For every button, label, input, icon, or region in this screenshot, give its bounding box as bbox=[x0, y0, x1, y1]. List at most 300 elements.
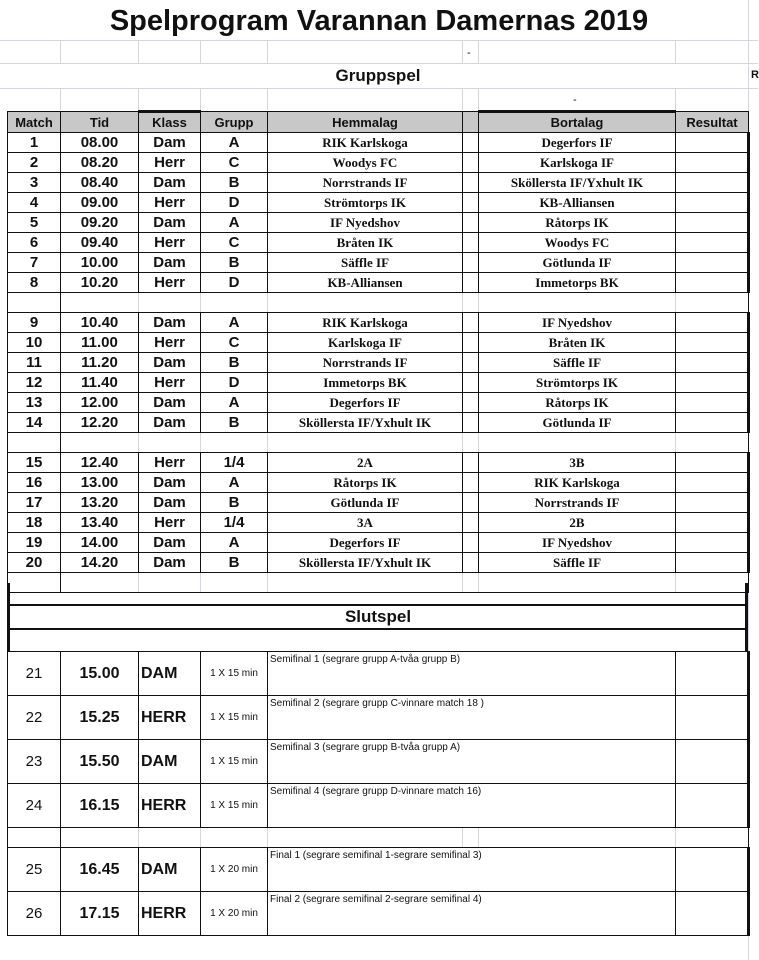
result-cell[interactable] bbox=[676, 353, 749, 373]
grid-line bbox=[478, 40, 479, 63]
empty-cell bbox=[61, 293, 139, 313]
match-number: 12 bbox=[8, 373, 61, 393]
home-team: Bråten IK bbox=[268, 233, 463, 253]
match-class: Dam bbox=[139, 353, 201, 373]
match-time: 15.25 bbox=[61, 696, 139, 740]
away-team: Götlunda IF bbox=[479, 253, 676, 273]
grid-line bbox=[60, 88, 61, 110]
spacer-row bbox=[8, 293, 749, 313]
empty-cell bbox=[676, 293, 749, 313]
match-class: Dam bbox=[139, 493, 201, 513]
match-row bbox=[8, 273, 749, 293]
match-row bbox=[8, 233, 749, 253]
home-team: Karlskoga IF bbox=[268, 333, 463, 353]
match-time: 11.40 bbox=[61, 373, 139, 393]
match-row bbox=[8, 513, 749, 533]
match-time: 10.00 bbox=[61, 253, 139, 273]
empty-cell bbox=[201, 573, 268, 593]
spacer-row bbox=[8, 573, 749, 593]
match-row bbox=[8, 413, 749, 433]
away-team: Råtorps IK bbox=[479, 213, 676, 233]
result-cell[interactable] bbox=[676, 784, 749, 828]
match-class: Dam bbox=[139, 413, 201, 433]
match-duration: 1 X 20 min bbox=[201, 892, 268, 936]
match-number: 17 bbox=[8, 493, 61, 513]
empty-cell bbox=[479, 293, 676, 313]
stray-dash: - bbox=[573, 94, 577, 106]
match-number: 7 bbox=[8, 253, 61, 273]
column-header-match: Match bbox=[8, 112, 61, 133]
empty-cell bbox=[463, 828, 479, 848]
result-cell[interactable] bbox=[676, 213, 749, 233]
match-description-text: Semifinal 1 (segrare grupp A-tvåa grupp B) bbox=[270, 654, 461, 665]
match-group: A bbox=[201, 473, 268, 493]
grid-line bbox=[0, 88, 758, 89]
away-team: Woodys FC bbox=[479, 233, 676, 253]
away-team: Immetorps BK bbox=[479, 273, 676, 293]
clipped-cell-text: R bbox=[751, 69, 759, 81]
result-cell[interactable] bbox=[676, 233, 749, 253]
empty-cell bbox=[8, 573, 61, 593]
match-time: 17.15 bbox=[61, 892, 139, 936]
match-number: 16 bbox=[8, 473, 61, 493]
match-duration: 1 X 15 min bbox=[201, 696, 268, 740]
spacer-cell bbox=[463, 533, 479, 553]
match-description-text: Final 1 (segrare semifinal 1-segrare semifinal 3) bbox=[270, 850, 482, 861]
column-header-bortalag: Bortalag bbox=[479, 112, 676, 133]
match-class: Dam bbox=[139, 473, 201, 493]
header-row bbox=[8, 112, 749, 133]
match-number: 6 bbox=[8, 233, 61, 253]
match-class: HERR bbox=[139, 696, 201, 740]
match-number: 10 bbox=[8, 333, 61, 353]
empty-cell bbox=[8, 293, 61, 313]
empty-cell bbox=[479, 573, 676, 593]
match-row bbox=[8, 393, 749, 413]
match-row bbox=[8, 533, 749, 553]
match-time: 13.20 bbox=[61, 493, 139, 513]
result-cell[interactable] bbox=[676, 696, 749, 740]
empty-cell bbox=[463, 293, 479, 313]
column-header-klass: Klass bbox=[139, 112, 201, 133]
away-team: KB-Alliansen bbox=[479, 193, 676, 213]
spacer-row bbox=[8, 828, 749, 848]
empty-cell bbox=[479, 828, 676, 848]
match-time: 10.40 bbox=[61, 313, 139, 333]
match-class: DAM bbox=[139, 848, 201, 892]
match-class: Herr bbox=[139, 233, 201, 253]
grid-line bbox=[675, 40, 676, 63]
match-group: D bbox=[201, 193, 268, 213]
match-class: Herr bbox=[139, 193, 201, 213]
match-number: 13 bbox=[8, 393, 61, 413]
match-group: B bbox=[201, 253, 268, 273]
home-team: Degerfors IF bbox=[268, 393, 463, 413]
match-group: B bbox=[201, 493, 268, 513]
match-number: 23 bbox=[8, 740, 61, 784]
section-title-slutspel: Slutspel bbox=[344, 607, 412, 626]
empty-cell bbox=[139, 573, 201, 593]
spacer-cell bbox=[463, 213, 479, 233]
match-time: 12.40 bbox=[61, 453, 139, 473]
grid-line bbox=[462, 88, 463, 110]
match-number: 26 bbox=[8, 892, 61, 936]
empty-cell bbox=[201, 293, 268, 313]
match-description bbox=[268, 784, 676, 828]
empty-cell bbox=[201, 433, 268, 453]
column-header-gap bbox=[463, 112, 479, 133]
result-cell[interactable] bbox=[676, 740, 749, 784]
away-team: 3B bbox=[479, 453, 676, 473]
match-class: Herr bbox=[139, 373, 201, 393]
match-class: HERR bbox=[139, 892, 201, 936]
empty-cell bbox=[268, 828, 463, 848]
empty-cell bbox=[463, 573, 479, 593]
match-class: Dam bbox=[139, 133, 201, 153]
result-cell[interactable] bbox=[676, 553, 749, 573]
grid-line bbox=[462, 40, 463, 63]
match-duration: 1 X 20 min bbox=[201, 848, 268, 892]
spacer-cell bbox=[463, 233, 479, 253]
match-group: A bbox=[201, 213, 268, 233]
spacer-cell bbox=[463, 513, 479, 533]
match-number: 11 bbox=[8, 353, 61, 373]
match-description-text: Final 2 (segrare semifinal 2-segrare semifinal 4) bbox=[270, 894, 482, 905]
empty-cell bbox=[61, 828, 139, 848]
empty-cell bbox=[676, 433, 749, 453]
away-team: Säffle IF bbox=[479, 553, 676, 573]
match-group: A bbox=[201, 313, 268, 333]
away-team: Råtorps IK bbox=[479, 393, 676, 413]
home-team: Immetorps BK bbox=[268, 373, 463, 393]
match-row bbox=[8, 473, 749, 493]
match-group: A bbox=[201, 133, 268, 153]
match-class: Dam bbox=[139, 173, 201, 193]
spacer-cell bbox=[463, 373, 479, 393]
grid-line bbox=[200, 88, 201, 110]
match-time: 08.40 bbox=[61, 173, 139, 193]
empty-cell bbox=[139, 433, 201, 453]
home-team: Sköllersta IF/Yxhult IK bbox=[268, 553, 463, 573]
away-team: RIK Karlskoga bbox=[479, 473, 676, 493]
match-time: 12.00 bbox=[61, 393, 139, 413]
result-cell[interactable] bbox=[676, 652, 749, 696]
match-class: Dam bbox=[139, 393, 201, 413]
match-group: A bbox=[201, 393, 268, 413]
match-duration: 1 X 15 min bbox=[201, 740, 268, 784]
result-cell[interactable] bbox=[676, 133, 749, 153]
home-team: Säffle IF bbox=[268, 253, 463, 273]
match-time: 16.45 bbox=[61, 848, 139, 892]
home-team: IF Nyedshov bbox=[268, 213, 463, 233]
grid-line bbox=[0, 40, 758, 41]
match-class: Dam bbox=[139, 533, 201, 553]
match-row bbox=[8, 373, 749, 393]
match-group: C bbox=[201, 333, 268, 353]
home-team: Woodys FC bbox=[268, 153, 463, 173]
slutspel-divider bbox=[7, 628, 748, 630]
empty-cell bbox=[463, 433, 479, 453]
empty-cell bbox=[139, 828, 201, 848]
result-cell[interactable] bbox=[676, 533, 749, 553]
away-team: Karlskoga IF bbox=[479, 153, 676, 173]
match-row bbox=[8, 553, 749, 573]
spacer-cell bbox=[463, 353, 479, 373]
result-cell[interactable] bbox=[676, 493, 749, 513]
match-class: HERR bbox=[139, 784, 201, 828]
match-group: B bbox=[201, 353, 268, 373]
match-row bbox=[8, 153, 749, 173]
grid-line bbox=[267, 88, 268, 110]
home-team: Norrstrands IF bbox=[268, 173, 463, 193]
match-group: A bbox=[201, 533, 268, 553]
playoff-row bbox=[8, 696, 749, 740]
match-number: 25 bbox=[8, 848, 61, 892]
match-group: D bbox=[201, 373, 268, 393]
match-number: 15 bbox=[8, 453, 61, 473]
match-row bbox=[8, 213, 749, 233]
home-team: KB-Alliansen bbox=[268, 273, 463, 293]
match-class: Dam bbox=[139, 253, 201, 273]
match-row bbox=[8, 333, 749, 353]
empty-cell bbox=[61, 433, 139, 453]
match-row bbox=[8, 353, 749, 373]
away-team: Norrstrands IF bbox=[479, 493, 676, 513]
match-group: 1/4 bbox=[201, 513, 268, 533]
match-time: 09.00 bbox=[61, 193, 139, 213]
match-class: Dam bbox=[139, 213, 201, 233]
match-class: Herr bbox=[139, 273, 201, 293]
result-cell[interactable] bbox=[676, 513, 749, 533]
result-cell[interactable] bbox=[676, 193, 749, 213]
match-class: Herr bbox=[139, 513, 201, 533]
column-header-hemmalag: Hemmalag bbox=[268, 112, 463, 133]
home-team: Sköllersta IF/Yxhult IK bbox=[268, 413, 463, 433]
match-time: 11.20 bbox=[61, 353, 139, 373]
match-class: Dam bbox=[139, 553, 201, 573]
empty-cell bbox=[8, 828, 61, 848]
stray-dash: - bbox=[467, 47, 471, 59]
empty-cell bbox=[139, 293, 201, 313]
result-cell[interactable] bbox=[676, 273, 749, 293]
match-row bbox=[8, 313, 749, 333]
grid-line bbox=[0, 63, 758, 64]
empty-cell bbox=[268, 433, 463, 453]
match-description-text: Semifinal 3 (segrare grupp B-tvåa grupp A) bbox=[270, 742, 461, 753]
match-row bbox=[8, 193, 749, 213]
result-cell[interactable] bbox=[676, 892, 749, 936]
spacer-cell bbox=[463, 173, 479, 193]
match-time: 09.40 bbox=[61, 233, 139, 253]
match-class: DAM bbox=[139, 652, 201, 696]
match-number: 20 bbox=[8, 553, 61, 573]
match-number: 2 bbox=[8, 153, 61, 173]
match-number: 24 bbox=[8, 784, 61, 828]
match-row bbox=[8, 493, 749, 513]
match-time: 15.50 bbox=[61, 740, 139, 784]
match-time: 16.15 bbox=[61, 784, 139, 828]
home-team: 3A bbox=[268, 513, 463, 533]
result-cell[interactable] bbox=[676, 473, 749, 493]
match-time: 15.00 bbox=[61, 652, 139, 696]
spacer-cell bbox=[463, 553, 479, 573]
result-cell[interactable] bbox=[676, 313, 749, 333]
match-duration: 1 X 15 min bbox=[201, 652, 268, 696]
match-group: B bbox=[201, 173, 268, 193]
column-header-tid: Tid bbox=[61, 112, 139, 133]
spacer-cell bbox=[463, 493, 479, 513]
home-team: Norrstrands IF bbox=[268, 353, 463, 373]
result-cell[interactable] bbox=[676, 153, 749, 173]
away-team: IF Nyedshov bbox=[479, 533, 676, 553]
home-team: RIK Karlskoga bbox=[268, 313, 463, 333]
match-time: 14.20 bbox=[61, 553, 139, 573]
result-cell[interactable] bbox=[676, 173, 749, 193]
spacer-row bbox=[8, 433, 749, 453]
match-class: Herr bbox=[139, 333, 201, 353]
empty-cell bbox=[676, 828, 749, 848]
empty-cell bbox=[676, 573, 749, 593]
spacer-cell bbox=[463, 333, 479, 353]
away-team: Strömtorps IK bbox=[479, 373, 676, 393]
spacer-cell bbox=[463, 153, 479, 173]
match-number: 8 bbox=[8, 273, 61, 293]
match-time: 13.00 bbox=[61, 473, 139, 493]
playoff-row bbox=[8, 652, 749, 696]
match-description-text: Semifinal 2 (segrare grupp C-vinnare match 18 ) bbox=[270, 698, 484, 709]
away-team: Sköllersta IF/Yxhult IK bbox=[479, 173, 676, 193]
match-description bbox=[268, 696, 676, 740]
grid-line bbox=[138, 40, 139, 63]
playoff-row bbox=[8, 892, 749, 936]
section-title-gruppspel: Gruppspel bbox=[335, 66, 421, 85]
match-time: 08.00 bbox=[61, 133, 139, 153]
match-row bbox=[8, 253, 749, 273]
match-row bbox=[8, 133, 749, 153]
match-number: 14 bbox=[8, 413, 61, 433]
match-description bbox=[268, 652, 676, 696]
match-group: C bbox=[201, 153, 268, 173]
away-team: Säffle IF bbox=[479, 353, 676, 373]
empty-cell bbox=[479, 433, 676, 453]
grid-line bbox=[200, 40, 201, 63]
match-description bbox=[268, 848, 676, 892]
group-schedule-table bbox=[7, 110, 750, 593]
match-time: 11.00 bbox=[61, 333, 139, 353]
grid-line bbox=[267, 40, 268, 63]
match-class: Dam bbox=[139, 313, 201, 333]
result-cell[interactable] bbox=[676, 333, 749, 353]
away-team: Bråten IK bbox=[479, 333, 676, 353]
home-team: Degerfors IF bbox=[268, 533, 463, 553]
match-time: 13.40 bbox=[61, 513, 139, 533]
match-duration: 1 X 15 min bbox=[201, 784, 268, 828]
away-team: 2B bbox=[479, 513, 676, 533]
home-team: Råtorps IK bbox=[268, 473, 463, 493]
match-number: 18 bbox=[8, 513, 61, 533]
match-number: 22 bbox=[8, 696, 61, 740]
spacer-cell bbox=[463, 273, 479, 293]
home-team: RIK Karlskoga bbox=[268, 133, 463, 153]
grid-line bbox=[478, 88, 479, 110]
match-number: 21 bbox=[8, 652, 61, 696]
spacer-cell bbox=[463, 473, 479, 493]
playoff-schedule-table bbox=[7, 651, 750, 936]
empty-cell bbox=[268, 573, 463, 593]
away-team: IF Nyedshov bbox=[479, 313, 676, 333]
home-team: 2A bbox=[268, 453, 463, 473]
match-number: 19 bbox=[8, 533, 61, 553]
spacer-cell bbox=[463, 253, 479, 273]
empty-cell bbox=[268, 293, 463, 313]
spacer-cell bbox=[463, 133, 479, 153]
match-group: D bbox=[201, 273, 268, 293]
match-number: 9 bbox=[8, 313, 61, 333]
grid-line bbox=[675, 88, 676, 110]
spacer-cell bbox=[463, 453, 479, 473]
playoff-row bbox=[8, 848, 749, 892]
spacer-cell bbox=[463, 193, 479, 213]
match-time: 10.20 bbox=[61, 273, 139, 293]
empty-cell bbox=[61, 573, 139, 593]
match-time: 12.20 bbox=[61, 413, 139, 433]
result-cell[interactable] bbox=[676, 848, 749, 892]
spacer-cell bbox=[463, 313, 479, 333]
match-time: 08.20 bbox=[61, 153, 139, 173]
match-row bbox=[8, 173, 749, 193]
page-title: Spelprogram Varannan Damernas 2019 bbox=[109, 5, 649, 37]
match-description bbox=[268, 892, 676, 936]
result-cell[interactable] bbox=[676, 453, 749, 473]
match-description-text: Semifinal 4 (segrare grupp D-vinnare match 16) bbox=[270, 786, 482, 797]
match-group: 1/4 bbox=[201, 453, 268, 473]
match-description bbox=[268, 740, 676, 784]
away-team: Götlunda IF bbox=[479, 413, 676, 433]
result-cell[interactable] bbox=[676, 373, 749, 393]
result-cell[interactable] bbox=[676, 413, 749, 433]
empty-cell bbox=[8, 433, 61, 453]
empty-cell bbox=[201, 828, 268, 848]
match-number: 1 bbox=[8, 133, 61, 153]
match-time: 09.20 bbox=[61, 213, 139, 233]
match-number: 5 bbox=[8, 213, 61, 233]
column-header-grupp: Grupp bbox=[201, 112, 268, 133]
match-number: 4 bbox=[8, 193, 61, 213]
playoff-row bbox=[8, 740, 749, 784]
grid-line bbox=[138, 88, 139, 110]
away-team: Degerfors IF bbox=[479, 133, 676, 153]
match-group: C bbox=[201, 233, 268, 253]
column-header-resultat: Resultat bbox=[676, 112, 749, 133]
match-row bbox=[8, 453, 749, 473]
slutspel-divider bbox=[7, 604, 748, 606]
spacer-cell bbox=[463, 393, 479, 413]
grid-line bbox=[60, 40, 61, 63]
match-time: 14.00 bbox=[61, 533, 139, 553]
spacer-cell bbox=[463, 413, 479, 433]
match-class: Herr bbox=[139, 453, 201, 473]
result-cell[interactable] bbox=[676, 393, 749, 413]
match-group: B bbox=[201, 413, 268, 433]
home-team: Strömtorps IK bbox=[268, 193, 463, 213]
match-number: 3 bbox=[8, 173, 61, 193]
match-class: Herr bbox=[139, 153, 201, 173]
playoff-row bbox=[8, 784, 749, 828]
match-group: B bbox=[201, 553, 268, 573]
match-class: DAM bbox=[139, 740, 201, 784]
result-cell[interactable] bbox=[676, 253, 749, 273]
home-team: Götlunda IF bbox=[268, 493, 463, 513]
